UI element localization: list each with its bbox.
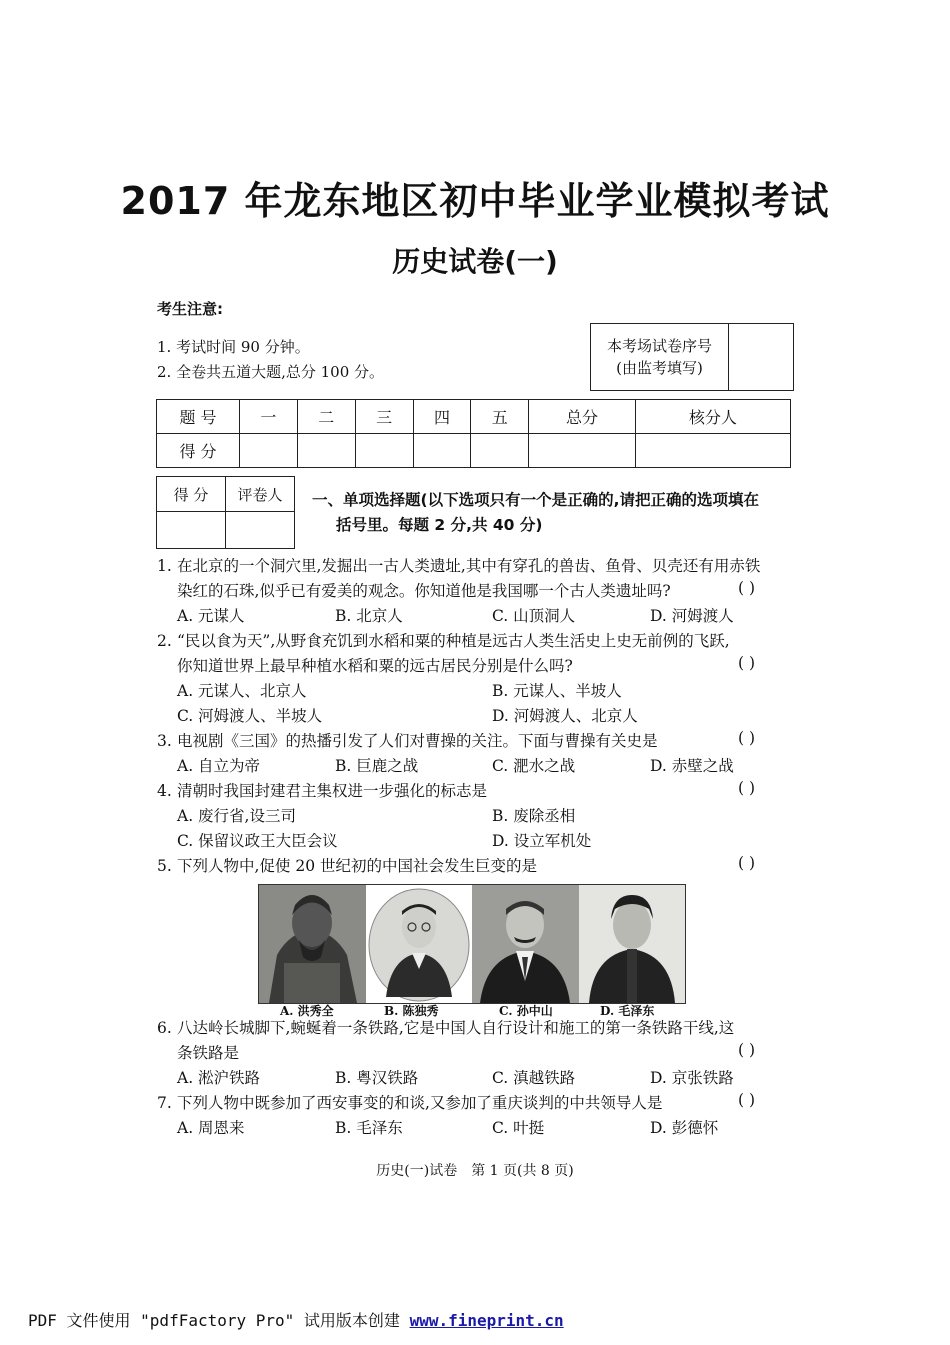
score-cell[interactable] xyxy=(529,434,636,468)
question-number: 2. xyxy=(157,632,172,650)
option: B. 巨鹿之战 xyxy=(335,757,419,775)
serial-label xyxy=(591,324,729,391)
score-cell[interactable] xyxy=(471,434,529,468)
option: D. 京张铁路 xyxy=(650,1069,734,1087)
score-header-cell: 一 xyxy=(240,400,298,434)
score-header-cell: 题 号 xyxy=(157,400,240,434)
answer-bracket[interactable]: ( ) xyxy=(738,1041,756,1059)
pdf-watermark xyxy=(28,1308,564,1331)
score-cell[interactable] xyxy=(413,434,471,468)
option: A. 自立为帝 xyxy=(177,757,261,775)
question-text: 染红的石珠,似乎已有爱美的观念。你知道他是我国哪一个古人类遗址吗? xyxy=(177,582,671,600)
grader-table xyxy=(156,476,295,549)
score-header-cell: 总分 xyxy=(529,400,636,434)
option: C. 山顶洞人 xyxy=(492,607,576,625)
grader-header-cell: 得 分 xyxy=(157,477,226,512)
score-header-cell: 五 xyxy=(471,400,529,434)
question-5 xyxy=(157,854,792,879)
question-1 xyxy=(157,554,792,604)
option: A. 淞沪铁路 xyxy=(177,1069,261,1087)
section-heading-line: 括号里。每题 2 分,共 40 分) xyxy=(336,516,543,534)
exam-subtitle: 历史试卷(一) xyxy=(392,245,558,278)
portrait-caption: D. 毛泽东 xyxy=(600,1004,655,1018)
question-number: 4. xyxy=(157,782,172,800)
option: C. 叶挺 xyxy=(492,1119,545,1137)
section-heading-line: 一、单项选择题(以下选项只有一个是正确的,请把正确的选项填在 xyxy=(312,491,759,509)
option: B. 废除丞相 xyxy=(492,807,576,825)
score-cell[interactable] xyxy=(297,434,355,468)
option: C. 淝水之战 xyxy=(492,757,576,775)
option: D. 设立军机处 xyxy=(492,832,592,850)
score-row-label: 得 分 xyxy=(157,434,240,468)
answer-bracket[interactable]: ( ) xyxy=(738,854,756,872)
answer-bracket[interactable]: ( ) xyxy=(738,729,756,747)
answer-bracket[interactable]: ( ) xyxy=(738,654,756,672)
page-footer: 历史(一)试卷 第 1 页(共 8 页) xyxy=(376,1163,574,1179)
serial-label-line: (由监考填写) xyxy=(616,359,703,377)
notice-item: 2. 全卷共五道大题,总分 100 分。 xyxy=(157,363,385,381)
option: C. 滇越铁路 xyxy=(492,1069,576,1087)
notice-item: 1. 考试时间 90 分钟。 xyxy=(157,338,310,356)
option: D. 赤壁之战 xyxy=(650,757,734,775)
question-text: 条铁路是 xyxy=(177,1044,240,1062)
option: A. 周恩来 xyxy=(177,1119,245,1137)
question-number: 3. xyxy=(157,732,172,750)
question-text: 电视剧《三国》的热播引发了人们对曹操的关注。下面与曹操有关史是 xyxy=(177,732,658,750)
question-number: 7. xyxy=(157,1094,172,1112)
option: D. 彭德怀 xyxy=(650,1119,719,1137)
notice-heading: 考生注意: xyxy=(157,300,223,318)
option: B. 粤汉铁路 xyxy=(335,1069,419,1087)
question-text: 八达岭长城脚下,蜿蜒着一条铁路,它是中国人自行设计和施工的第一条铁路干线,这 xyxy=(177,1019,735,1037)
grader-header-cell: 评卷人 xyxy=(226,477,295,512)
option: A. 元谋人 xyxy=(177,607,245,625)
portrait-image xyxy=(259,885,366,1003)
question-text: “民以食为天”,从野食充饥到水稻和粟的种植是远古人类生活史上史无前例的飞跃, xyxy=(177,632,730,650)
serial-number-box xyxy=(590,323,794,391)
question-6 xyxy=(157,1016,792,1066)
score-header-cell: 核分人 xyxy=(635,400,790,434)
question-text: 在北京的一个洞穴里,发掘出一古人类遗址,其中有穿孔的兽齿、鱼骨、贝壳还有用赤铁 xyxy=(177,557,761,575)
grader-entry-cell[interactable] xyxy=(157,512,226,549)
portrait-caption: C. 孙中山 xyxy=(499,1004,553,1018)
option: D. 河姆渡人 xyxy=(650,607,734,625)
portrait-caption: A. 洪秀全 xyxy=(280,1004,334,1018)
question-number: 6. xyxy=(157,1019,172,1037)
question-4 xyxy=(157,779,792,804)
portrait-caption: B. 陈独秀 xyxy=(384,1004,439,1018)
score-header-cell: 二 xyxy=(297,400,355,434)
portrait-image xyxy=(366,885,473,1003)
portrait-image xyxy=(472,885,579,1003)
watermark-text: PDF 文件使用 "pdfFactory Pro" 试用版本创建 xyxy=(28,1311,410,1330)
option: D. 河姆渡人、北京人 xyxy=(492,707,638,725)
question-text: 清朝时我国封建君主集权进一步强化的标志是 xyxy=(177,782,488,800)
serial-entry-cell[interactable] xyxy=(729,324,794,391)
score-table-header-row xyxy=(157,400,791,434)
question-number: 1. xyxy=(157,557,172,575)
question-number: 5. xyxy=(157,857,172,875)
portrait-image xyxy=(579,885,686,1003)
question-text: 你知道世界上最早种植水稻和粟的远古居民分别是什么吗? xyxy=(177,657,573,675)
option: A. 元谋人、北京人 xyxy=(177,682,307,700)
score-table xyxy=(156,399,791,468)
option: A. 废行省,设三司 xyxy=(177,807,296,825)
answer-bracket[interactable]: ( ) xyxy=(738,579,756,597)
answer-bracket[interactable]: ( ) xyxy=(738,1091,756,1109)
question-2 xyxy=(157,629,792,679)
serial-label-line: 本考场试卷序号 xyxy=(606,337,712,355)
option: C. 河姆渡人、半坡人 xyxy=(177,707,323,725)
score-table-score-row xyxy=(157,434,791,468)
score-cell[interactable] xyxy=(635,434,790,468)
grader-entry-cell[interactable] xyxy=(226,512,295,549)
exam-title: 2017 年龙东地区初中毕业学业模拟考试 xyxy=(120,179,830,223)
question-3 xyxy=(157,729,792,754)
score-cell[interactable] xyxy=(240,434,298,468)
score-cell[interactable] xyxy=(355,434,413,468)
score-header-cell: 四 xyxy=(413,400,471,434)
answer-bracket[interactable]: ( ) xyxy=(738,779,756,797)
question-7 xyxy=(157,1091,792,1116)
option: C. 保留议政王大臣会议 xyxy=(177,832,338,850)
watermark-link[interactable]: www.fineprint.cn xyxy=(409,1311,564,1330)
question-text: 下列人物中既参加了西安事变的和谈,又参加了重庆谈判的中共领导人是 xyxy=(177,1094,663,1112)
score-header-cell: 三 xyxy=(355,400,413,434)
option: B. 北京人 xyxy=(335,607,403,625)
question-text: 下列人物中,促使 20 世纪初的中国社会发生巨变的是 xyxy=(177,857,538,875)
portrait-strip xyxy=(258,884,686,1004)
section-heading xyxy=(312,488,797,538)
option: B. 毛泽东 xyxy=(335,1119,403,1137)
option: B. 元谋人、半坡人 xyxy=(492,682,622,700)
